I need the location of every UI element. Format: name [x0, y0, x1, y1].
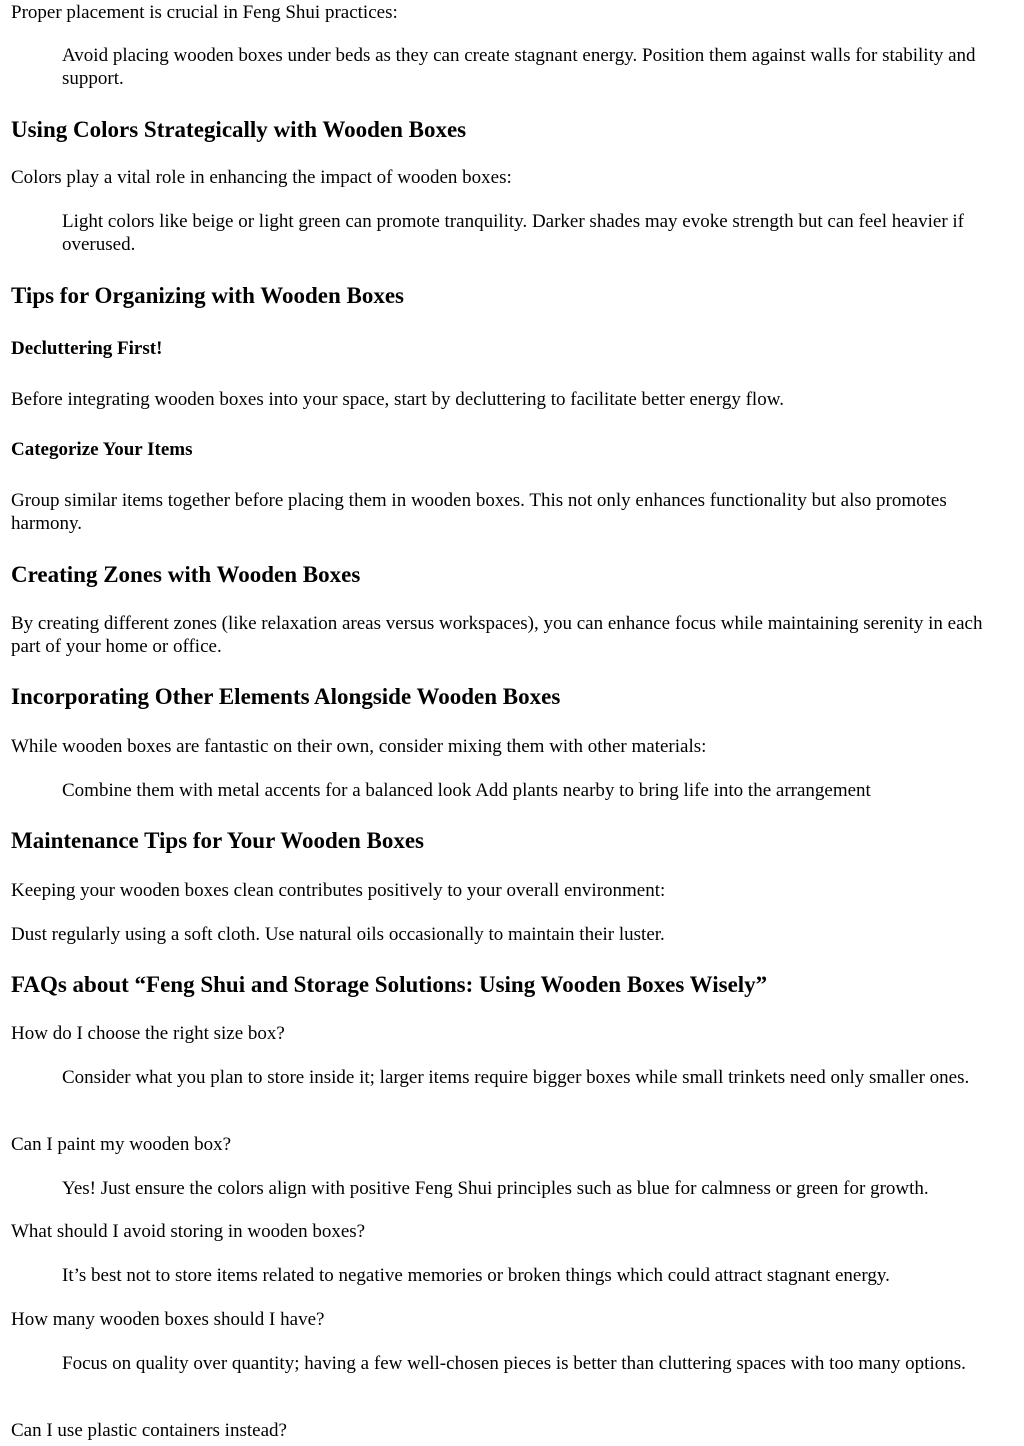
- faq-answer: Consider what you plan to store inside it; larger items require bigger boxes while small trinkets need only smaller ones.: [62, 1067, 970, 1088]
- tips-heading: Tips for Organizing with Wooden Boxes: [11, 283, 404, 308]
- colors-heading: Using Colors Strategically with Wooden Boxes: [11, 117, 467, 142]
- placement-quote: Avoid placing wooden boxes under beds as they can create stagnant energy. Position them against walls for stability and support.: [62, 45, 976, 89]
- faq-question: Can I paint my wooden box?: [11, 1134, 232, 1155]
- faq-answer: It’s best not to store items related to negative memories or broken things which could attract stagnant energy.: [62, 1265, 890, 1286]
- elements-quote: Combine them with metal accents for a balanced look Add plants nearby to bring life into the arrangement: [62, 780, 871, 801]
- faq-answer: Focus on quality over quantity; having a few well-chosen pieces is better than cluttering spaces with too many options.: [62, 1353, 966, 1374]
- faq-question: How many wooden boxes should I have?: [11, 1309, 325, 1330]
- faq-question: How do I choose the right size box?: [11, 1023, 285, 1044]
- elements-lead: While wooden boxes are fantastic on their own, consider mixing them with other materials:: [11, 736, 707, 757]
- elements-heading: Incorporating Other Elements Alongside Wooden Boxes: [11, 684, 561, 709]
- declutter-text: Before integrating wooden boxes into your space, start by decluttering to facilitate better energy flow.: [11, 389, 784, 410]
- faqs-heading: FAQs about “Feng Shui and Storage Solutions: Using Wooden Boxes Wisely”: [11, 972, 768, 997]
- maintenance-text: Dust regularly using a soft cloth. Use natural oils occasionally to maintain their luster.: [11, 924, 665, 945]
- faq-question: Can I use plastic containers instead?: [11, 1420, 287, 1441]
- categorize-text: Group similar items together before placing them in wooden boxes. This not only enhances functionality but also promotes harmony.: [11, 490, 947, 534]
- faq-answer: Yes! Just ensure the colors align with positive Feng Shui principles such as blue for calmness or green for growth.: [62, 1178, 929, 1199]
- declutter-heading: Decluttering First!: [11, 338, 163, 359]
- placement-lead: Proper placement is crucial in Feng Shui practices:: [11, 2, 398, 23]
- categorize-heading: Categorize Your Items: [11, 439, 193, 460]
- zones-heading: Creating Zones with Wooden Boxes: [11, 562, 361, 587]
- colors-lead: Colors play a vital role in enhancing the impact of wooden boxes:: [11, 167, 512, 188]
- maintenance-heading: Maintenance Tips for Your Wooden Boxes: [11, 828, 425, 853]
- zones-text: By creating different zones (like relaxation areas versus workspaces), you can enhance focus while maintaining serenity in each part of your home or office.: [11, 613, 983, 657]
- maintenance-lead: Keeping your wooden boxes clean contributes positively to your overall environment:: [11, 880, 666, 901]
- colors-quote: Light colors like beige or light green can promote tranquility. Darker shades may evoke strength but can feel heavier if overused.: [62, 211, 965, 255]
- faq-question: What should I avoid storing in wooden boxes?: [11, 1221, 366, 1242]
